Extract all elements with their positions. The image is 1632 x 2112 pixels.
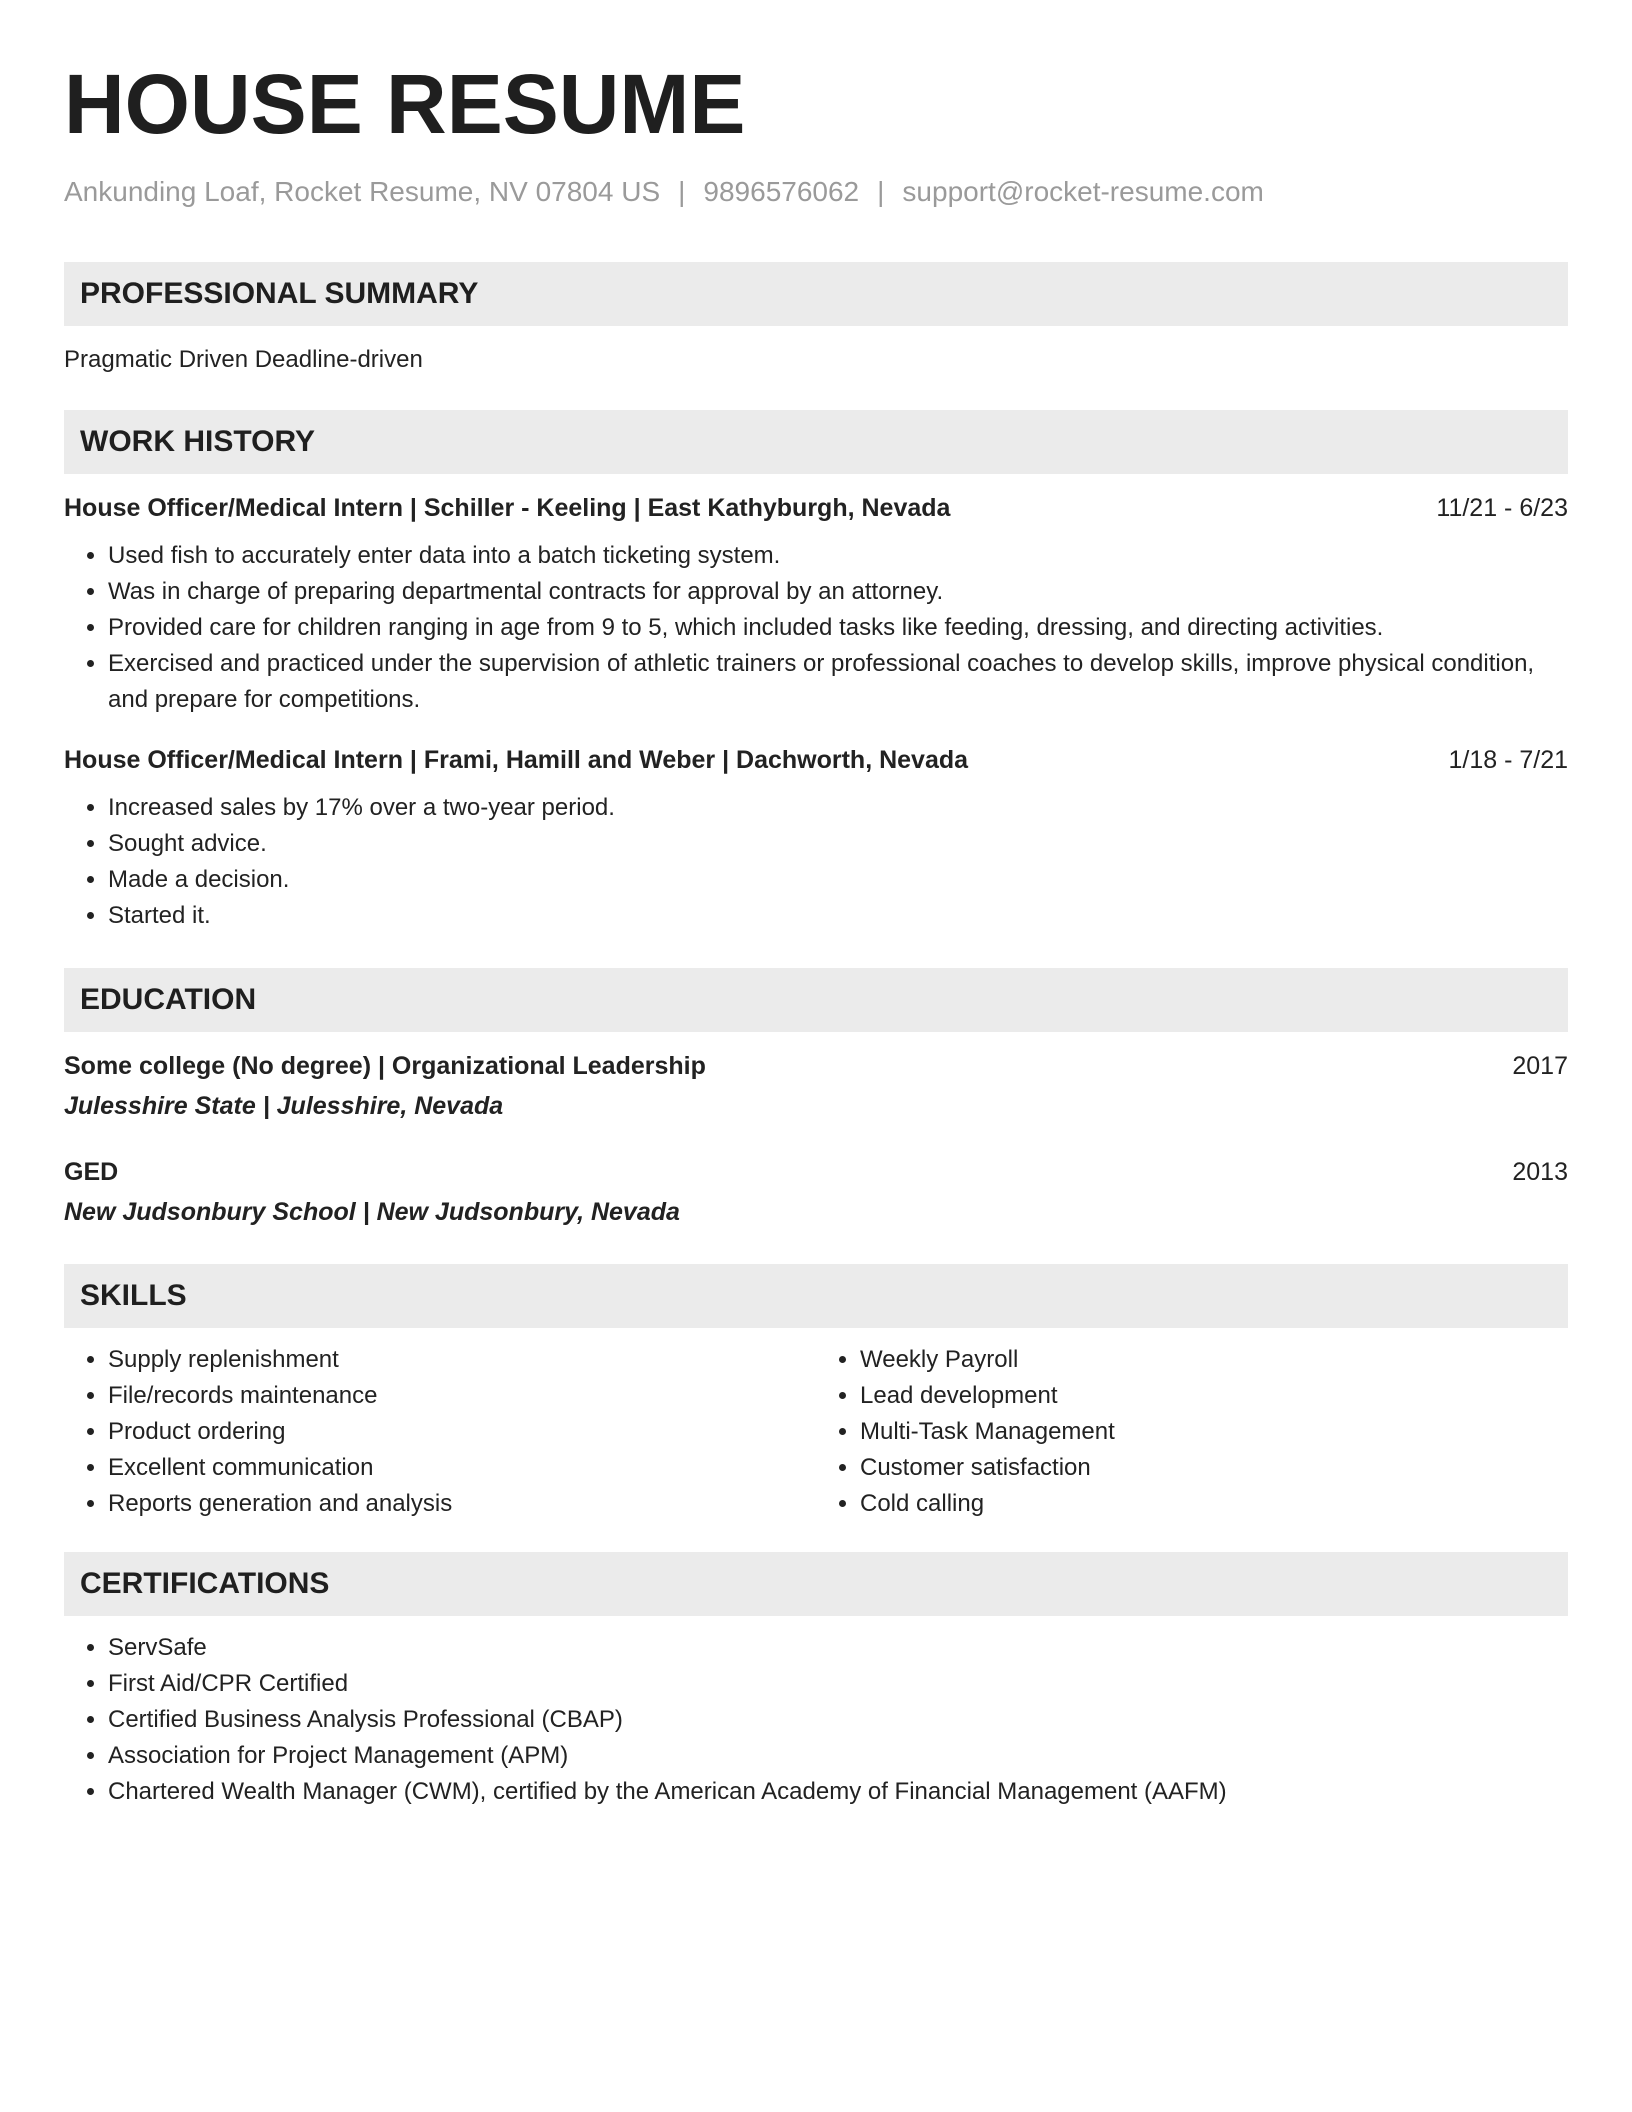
list-item: • Chartered Wealth Manager (CWM), certified by the American Academy of Financial Management (AAFM) xyxy=(108,1774,1568,1810)
list-item: • Lead development xyxy=(860,1378,1568,1414)
contact-email: support@rocket-resume.com xyxy=(902,176,1264,207)
education-year: 2013 xyxy=(1512,1158,1568,1186)
skills-list-left xyxy=(64,1342,816,1522)
job-dates: 11/21 - 6/23 xyxy=(1436,494,1568,522)
contact-phone: 9896576062 xyxy=(703,176,860,207)
skills-list-right xyxy=(816,1342,1568,1522)
list-item: • Increased sales by 17% over a two-year period. xyxy=(108,790,1568,826)
job-bullets xyxy=(64,538,1568,718)
list-item: • Provided care for children ranging in age from 9 to 5, which included tasks like feeding, dressing, and directing activities. xyxy=(108,610,1568,646)
list-item: • Weekly Payroll xyxy=(860,1342,1568,1378)
section-header-summary: PROFESSIONAL SUMMARY xyxy=(64,262,1568,326)
resume-name: HOUSE RESUME xyxy=(64,57,746,151)
contact-separator: | xyxy=(678,176,686,207)
list-item: • File/records maintenance xyxy=(108,1378,816,1414)
job-entry xyxy=(64,744,1568,934)
skills-columns xyxy=(64,1328,1568,1522)
education-header xyxy=(64,1156,1568,1188)
list-item: • Exercised and practiced under the supervision of athletic trainers or professional coaches to develop skills, improve physical condition, and prepare for competitions. xyxy=(108,646,1568,718)
list-item: • Sought advice. xyxy=(108,826,1568,862)
list-item: • Excellent communication xyxy=(108,1450,816,1486)
education-title: GED xyxy=(64,1158,119,1186)
list-item: • Customer satisfaction xyxy=(860,1450,1568,1486)
job-title: House Officer/Medical Intern | Schiller - Keeling | East Kathyburgh, Nevada xyxy=(64,494,951,522)
education-school: Julesshire State | Julesshire, Nevada xyxy=(64,1092,504,1120)
job-bullets xyxy=(64,790,1568,934)
list-item: • First Aid/CPR Certified xyxy=(108,1666,1568,1702)
list-item: • Reports generation and analysis xyxy=(108,1486,816,1522)
list-item: • ServSafe xyxy=(108,1630,1568,1666)
list-item: • Product ordering xyxy=(108,1414,816,1450)
summary-text: Pragmatic Driven Deadline-driven xyxy=(64,346,423,373)
section-header-skills: SKILLS xyxy=(64,1264,1568,1328)
list-item: • Certified Business Analysis Professional (CBAP) xyxy=(108,1702,1568,1738)
section-header-education: EDUCATION xyxy=(64,968,1568,1032)
education-header xyxy=(64,1050,1568,1082)
section-header-certifications: CERTIFICATIONS xyxy=(64,1552,1568,1616)
education-entry xyxy=(64,1156,1568,1230)
list-item: • Cold calling xyxy=(860,1486,1568,1522)
contact-address: Ankunding Loaf, Rocket Resume, NV 07804 US xyxy=(64,176,661,207)
section-header-work-history: WORK HISTORY xyxy=(64,410,1568,474)
education-entry xyxy=(64,1050,1568,1124)
certifications-list xyxy=(64,1630,1568,1810)
list-item: • Started it. xyxy=(108,898,1568,934)
list-item: • Association for Project Management (APM) xyxy=(108,1738,1568,1774)
list-item: • Used fish to accurately enter data into a batch ticketing system. xyxy=(108,538,1568,574)
education-title: Some college (No degree) | Organizational Leadership xyxy=(64,1052,706,1080)
list-item: • Supply replenishment xyxy=(108,1342,816,1378)
contact-line xyxy=(64,174,1568,210)
job-header xyxy=(64,744,1568,776)
job-header xyxy=(64,492,1568,524)
contact-separator: | xyxy=(877,176,885,207)
job-entry xyxy=(64,492,1568,718)
job-dates: 1/18 - 7/21 xyxy=(1448,746,1568,774)
education-school: New Judsonbury School | New Judsonbury, Nevada xyxy=(64,1198,680,1226)
job-title: House Officer/Medical Intern | Frami, Hamill and Weber | Dachworth, Nevada xyxy=(64,746,969,774)
list-item: • Was in charge of preparing departmental contracts for approval by an attorney. xyxy=(108,574,1568,610)
education-year: 2017 xyxy=(1512,1052,1568,1080)
list-item: • Multi-Task Management xyxy=(860,1414,1568,1450)
list-item: • Made a decision. xyxy=(108,862,1568,898)
